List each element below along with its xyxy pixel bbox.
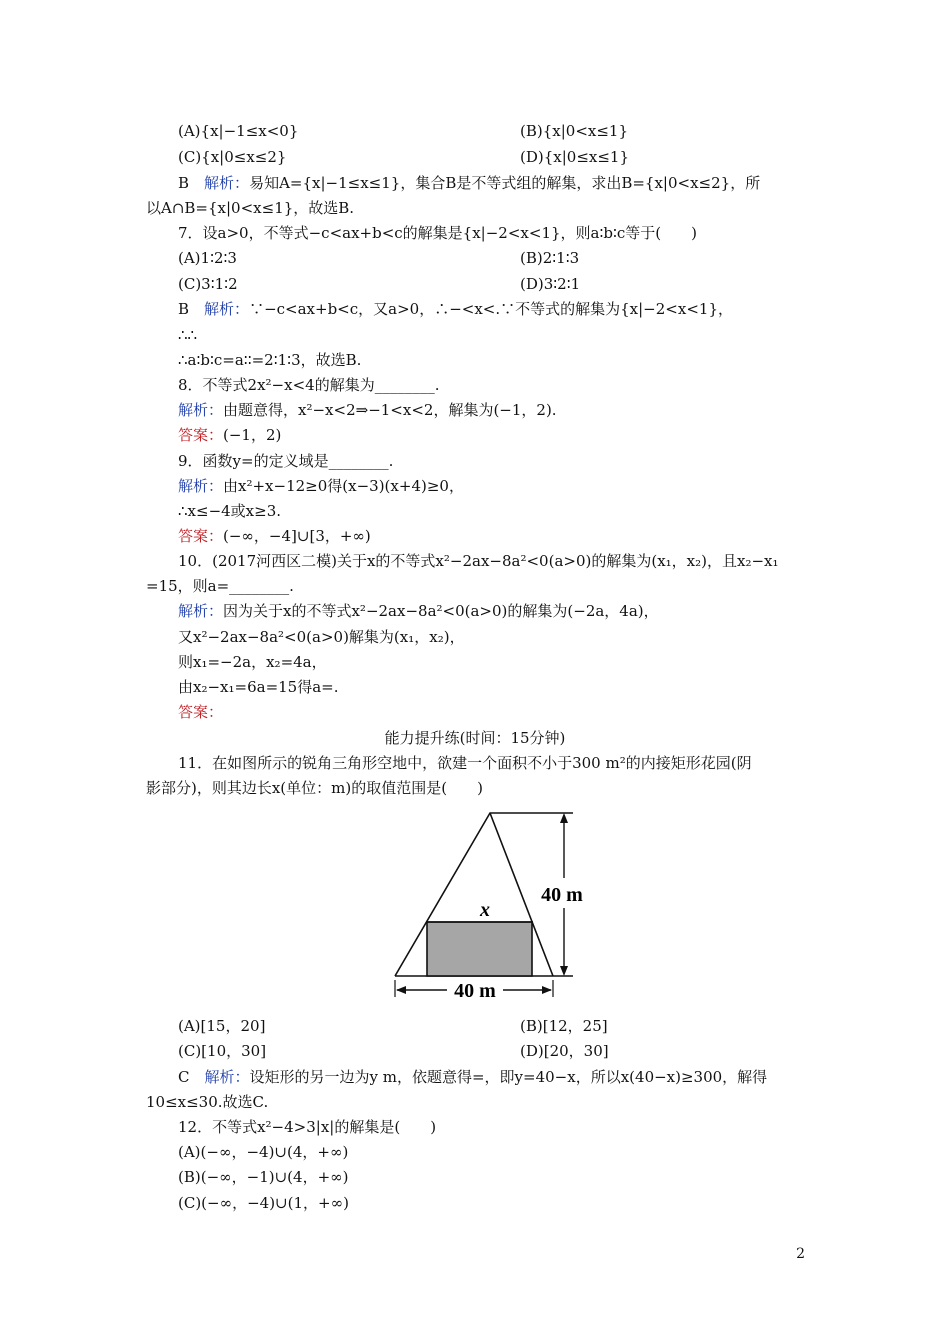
height-arrow-top: [560, 813, 568, 823]
q9-analysis-label: 解析：: [178, 477, 224, 495]
height-label: 40 m: [541, 884, 583, 906]
q7-option-c: (C)3∶1∶2: [178, 275, 238, 293]
q7-solution-line-1: [178, 299, 733, 319]
q7-option-b: (B)2∶1∶3: [520, 249, 580, 267]
q9-solution-line-1: [178, 476, 464, 496]
q10-answer-label: 答案：: [178, 703, 224, 721]
q7-answer: B: [178, 300, 190, 318]
q8-answer-text: (−1，2): [223, 426, 282, 444]
q10-solution-line-4: 由x₂−x₁=6a=15得a=.: [178, 678, 339, 696]
q9-answer: [178, 526, 371, 546]
q12-option-b: (B)(−∞，−1)∪(4，+∞): [178, 1168, 349, 1186]
base-arrow-right: [542, 986, 552, 994]
q6-answer: B: [178, 174, 190, 192]
q11-analysis-label: 解析：: [204, 1068, 250, 1086]
q10-solution-line-1: [178, 601, 659, 621]
q12-option-c: (C)(−∞，−4)∪(1，+∞): [178, 1194, 349, 1212]
section-title: 能力提升练(时间：15分钟): [384, 729, 566, 747]
q11-option-d: (D)[20，30]: [520, 1042, 609, 1060]
q10-stem-line-1: 10．(2017河西区二模)关于x的不等式x²−2ax−8a²<0(a>0)的解集为(x₁，x₂)，且x₂−x₁: [178, 552, 779, 570]
q7-option-d: (D)3∶2∶1: [520, 275, 581, 293]
q9-answer-label: 答案：: [178, 527, 224, 545]
q7-solution-text: ∵−c<ax+b<c，又a>0，∴−<x<.∵不等式的解集为{x|−2<x<1}，: [249, 300, 733, 318]
shaded-rectangle: [427, 922, 532, 976]
q8-analysis-label: 解析：: [178, 401, 224, 419]
q9-solution-text: 由x²+x−12≥0得(x−3)(x+4)≥0，: [223, 477, 464, 495]
triangle-garden-figure: [385, 808, 585, 998]
q6-option-d: (D){x|0≤x≤1}: [520, 148, 630, 166]
q6-analysis-label: 解析：: [204, 174, 250, 192]
q7-stem: 7．设a>0，不等式−c<ax+b<c的解集是{x|−2<x<1}，则a∶b∶c等于( ): [178, 224, 697, 242]
q10-solution-line-3: 则x₁=−2a，x₂=4a，: [178, 653, 327, 671]
q6-option-a: (A){x|−1≤x<0}: [178, 122, 299, 140]
page-number: 2: [796, 1246, 805, 1262]
q10-stem-line-2: =15，则a=________.: [146, 577, 294, 595]
q6-option-b: (B){x|0<x≤1}: [520, 122, 629, 140]
height-arrow-bottom: [560, 966, 568, 976]
q8-answer-label: 答案：: [178, 426, 224, 444]
q11-solution-line-1: [178, 1067, 767, 1087]
q8-answer: [178, 425, 281, 445]
q11-stem-line-2: 影部分)，则其边长x(单位：m)的取值范围是( ): [146, 779, 483, 797]
q9-solution-line-2: ∴x≤−4或x≥3.: [178, 502, 282, 520]
q11-stem-line-1: 11．在如图所示的锐角三角形空地中，欲建一个面积不小于300 m²的内接矩形花园(阴: [178, 754, 752, 772]
q11-option-c: (C)[10，30]: [178, 1042, 267, 1060]
q9-answer-text: (−∞，−4]∪[3，+∞): [223, 527, 371, 545]
q7-solution-line-3: ∴a∶b∶c=a∶∶=2∶1∶3，故选B.: [178, 351, 362, 369]
q11-option-a: (A)[15，20]: [178, 1017, 266, 1035]
q10-solution-text: 因为关于x的不等式x²−2ax−8a²<0(a>0)的解集为(−2a，4a)，: [223, 602, 659, 620]
q8-solution: [178, 400, 557, 420]
q11-solution-line-2: 10≤x≤30.故选C.: [146, 1093, 269, 1111]
q12-option-a: (A)(−∞，−4)∪(4，+∞): [178, 1143, 349, 1161]
q11-answer: C: [178, 1068, 190, 1086]
q12-stem: 12．不等式x²−4>3|x|的解集是( ): [178, 1118, 437, 1136]
q6-option-c: (C){x|0≤x≤2}: [178, 148, 287, 166]
q10-analysis-label: 解析：: [178, 602, 224, 620]
q10-solution-line-2: 又x²−2ax−8a²<0(a>0)解集为(x₁，x₂)，: [178, 628, 465, 646]
q11-option-b: (B)[12，25]: [520, 1017, 608, 1035]
q6-solution-line-2: 以A∩B={x|0<x≤1}，故选B.: [146, 199, 355, 217]
q11-solution-text: 设矩形的另一边为y m，依题意得=，即y=40−x，所以x(40−x)≥300，解得: [249, 1068, 768, 1086]
q8-solution-text: 由题意得，x²−x<2⇒−1<x<2，解集为(−1，2).: [223, 401, 557, 419]
q9-stem: 9．函数y=的定义域是________.: [178, 452, 394, 470]
q7-option-a: (A)1∶2∶3: [178, 249, 237, 267]
q8-stem: 8．不等式2x²−x<4的解集为________.: [178, 376, 440, 394]
q7-solution-line-2: ∴∴: [178, 326, 198, 344]
q7-analysis-label: 解析：: [204, 300, 250, 318]
base-label: 40 m: [454, 980, 496, 998]
q6-solution-line-1: [178, 173, 760, 193]
side-x-label: x: [480, 899, 490, 921]
base-arrow-left: [396, 986, 406, 994]
q6-solution-text: 易知A={x|−1≤x≤1}，集合B是不等式组的解集，求出B={x|0<x≤2}，所: [249, 174, 761, 192]
